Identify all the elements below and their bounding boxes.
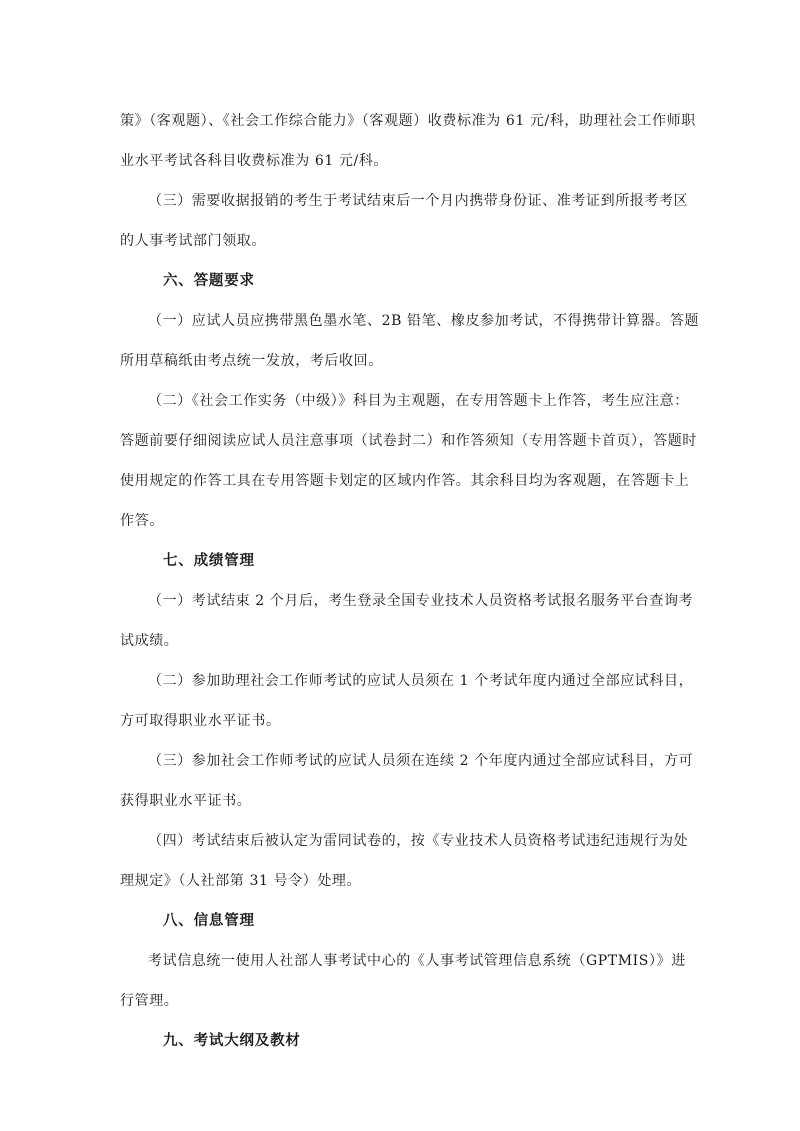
paragraph-line: 业水平考试各科目收费标准为 61 元/科。 bbox=[120, 153, 389, 169]
section-heading-syllabus-and-textbooks: 九、考试大纲及教材 bbox=[163, 1033, 301, 1049]
paragraph-line: 考试信息统一使用人社部人事考试中心的《人事考试管理信息系统（GPTMIS）》进 bbox=[148, 953, 686, 969]
section-heading-answer-requirements: 六、答题要求 bbox=[163, 273, 255, 289]
paragraph-line: （二）《社会工作实务（中级）》科目为主观题，在专用答题卡上作答，考生应注意： bbox=[148, 393, 689, 409]
paragraph-line: （三）参加社会工作师考试的应试人员须在连续 2 个年度内通过全部应试科目，方可 bbox=[148, 753, 694, 769]
paragraph-line: （一）考试结束 2 个月后，考生登录全国专业技术人员资格考试报名服务平台查询考 bbox=[148, 593, 694, 609]
paragraph-line: （二）参加助理社会工作师考试的应试人员须在 1 个考试年度内通过全部应试科目， bbox=[148, 673, 694, 689]
paragraph-line: 答题前要仔细阅读应试人员注意事项（试卷封二）和作答须知（专用答题卡首页），答题时 bbox=[120, 433, 697, 449]
section-heading-information-management: 八、信息管理 bbox=[163, 913, 255, 929]
paragraph-line: 获得职业水平证书。 bbox=[120, 793, 252, 809]
paragraph-line: 的人事考试部门领取。 bbox=[120, 233, 266, 249]
paragraph-line: 策》（客观题）、《社会工作综合能力》（客观题）收费标准为 61 元/科，助理社会工作师职 bbox=[120, 113, 696, 129]
paragraph-line: （四）考试结束后被认定为雷同试卷的，按《专业技术人员资格考试违纪违规行为处 bbox=[148, 833, 689, 849]
paragraph-line: 使用规定的作答工具在专用答题卡划定的区域内作答。其余科目均为客观题，在答题卡上 bbox=[120, 473, 690, 489]
paragraph-line: 作答。 bbox=[120, 513, 164, 529]
section-heading-score-management: 七、成绩管理 bbox=[163, 553, 255, 569]
paragraph-line: 方可取得职业水平证书。 bbox=[120, 713, 281, 729]
paragraph-line: （一）应试人员应携带黑色墨水笔、2B 铅笔、橡皮参加考试，不得携带计算器。答题 bbox=[148, 313, 700, 329]
paragraph-line: 所用草稿纸由考点统一发放，考后收回。 bbox=[120, 353, 383, 369]
paragraph-line: 理规定》（人社部第 31 号令）处理。 bbox=[120, 873, 362, 889]
paragraph-line: 试成绩。 bbox=[120, 633, 179, 649]
paragraph-line: 行管理。 bbox=[120, 993, 179, 1009]
paragraph-line: （三）需要收据报销的考生于考试结束后一个月内携带身份证、准考证到所报考考区 bbox=[148, 193, 689, 209]
